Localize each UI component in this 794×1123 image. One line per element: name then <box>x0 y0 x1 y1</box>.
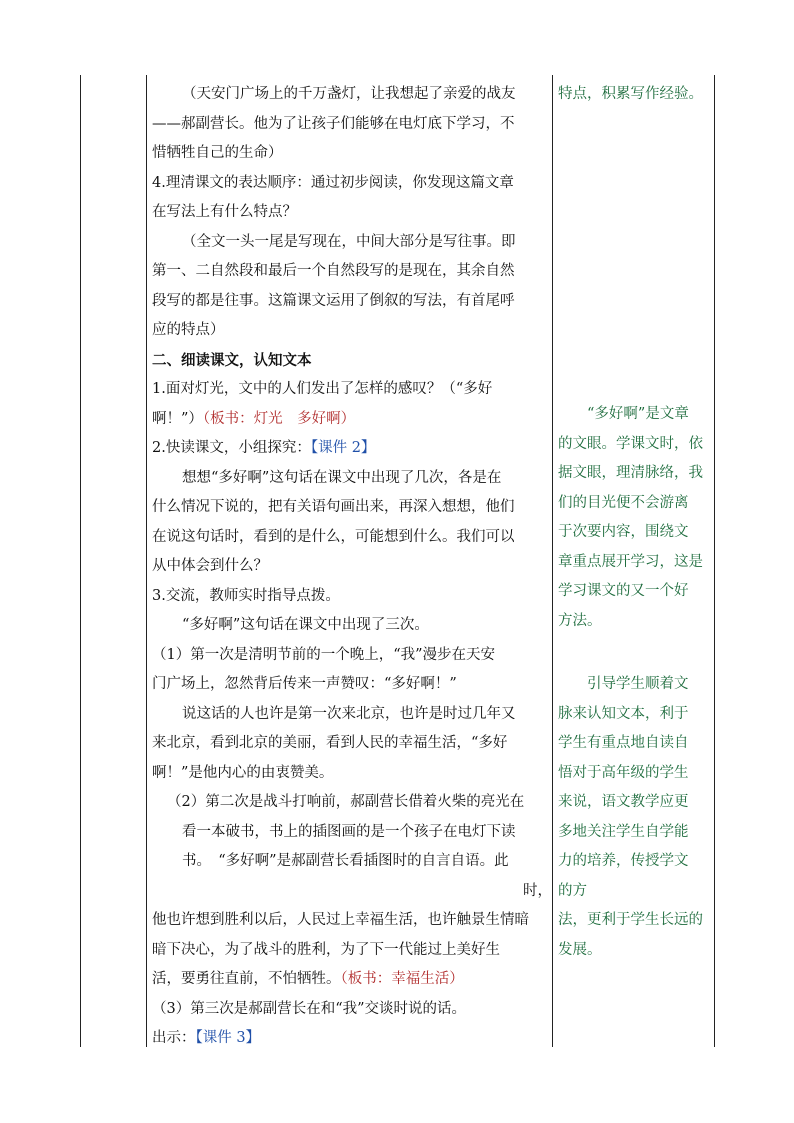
courseware-tag: 【课件 2】 <box>310 440 376 456</box>
text-line: 第一、二自然段和最后一个自然段写的是现在，其余自然 <box>152 263 515 279</box>
note-line: 们的目光便不会游离 <box>558 494 689 511</box>
text-line: （2）第二次是战斗打响前，郝副营长借着火柴的亮光在 <box>167 794 525 810</box>
note-line: 方法。 <box>558 612 602 629</box>
courseware-tag: 【课件 3】 <box>195 1030 261 1046</box>
note-line: 于次要内容，围绕文 <box>558 524 689 540</box>
text-line: 想想“多好啊”这句话在课文中出现了几次，各是在 <box>182 469 502 486</box>
text-line: 段写的都是往事。这篇课文运用了倒叙的写法，有首尾呼 <box>152 292 515 309</box>
blackboard-note: （板书：幸福生活） <box>340 971 464 987</box>
text-line: 在写法上有什么特点？ <box>152 204 297 220</box>
text-line: 来北京，看到北京的美丽，看到人民的幸福生活，“多好 <box>152 735 508 751</box>
note-line: 引导学生顺着文 <box>558 676 689 692</box>
note-line: 据文眼，理清脉络，我 <box>558 465 703 481</box>
text-line: 4.理清课文的表达顺序：通过初步阅读，你发现这篇文章 <box>152 174 514 191</box>
note-line: 力的培养，传授学文 <box>558 853 689 869</box>
text-line: 说这话的人也许是第一次来北京，也许是时过几年又 <box>182 705 516 722</box>
text-line <box>152 405 552 435</box>
note-line: 脉来认知文本，利于 <box>558 705 689 722</box>
lesson-process-column <box>152 80 552 1048</box>
text-line: 1.面对灯光，文中的人们发出了怎样的感叹？（“多好 <box>152 381 493 397</box>
text-line: 3.交流，教师实时指导点拨。 <box>152 587 340 604</box>
text-line: 门广场上，忽然背后传来一声赞叹：“多好啊！” <box>152 676 457 692</box>
text-line <box>152 1024 552 1048</box>
text-line: 书。 “多好啊”是郝副营长看插图时的自言自语。此 <box>182 853 509 869</box>
design-note <box>558 400 714 636</box>
text-span: 2.快读课文，小组探究： <box>152 440 311 456</box>
design-note <box>558 670 714 965</box>
table-left-border <box>80 75 81 1047</box>
note-line: “多好啊”是文章 <box>558 406 689 422</box>
text-line: “多好啊”这句话在课文中出现了三次。 <box>182 617 429 633</box>
text-span: 出示： <box>152 1030 196 1046</box>
note-line: 的方 <box>558 882 587 899</box>
note-line: 发展。 <box>558 941 602 958</box>
text-line: 他也许想到胜利以后，人民过上幸福生活，也许触景生情暗 <box>152 912 529 928</box>
table-column-divider-2 <box>552 75 553 1047</box>
note-line: 法，更利于学生长远的 <box>558 912 703 928</box>
text-line: （3）第三次是郝副营长在和“我”交谈时说的话。 <box>152 1000 467 1017</box>
note-line: 学生有重点地自读自 <box>558 735 689 751</box>
text-line: 惜牺牲自己的生命） <box>152 145 283 161</box>
text-line: ——郝副营长。他为了让孩子们能够在电灯底下学习，不 <box>152 115 515 132</box>
note-line: 章重点展开学习，这是 <box>558 553 703 570</box>
text-line: （天安门广场上的千万盏灯，让我想起了亲爱的战友 <box>182 86 516 102</box>
text-line: 时， <box>523 882 552 899</box>
text-line: 二、细读课文，认知文本 <box>152 351 312 369</box>
text-line: （1）第一次是清明节前的一个晚上，“我”漫步在天安 <box>152 646 496 663</box>
text-line: 应的特点） <box>152 322 225 338</box>
note-line: 悟对于高年级的学生 <box>558 764 689 781</box>
note-line: 来说，语文教学应更 <box>558 794 689 810</box>
design-note <box>558 80 714 110</box>
text-line: （全文一头一尾是写现在，中间大部分是写往事。即 <box>182 233 516 250</box>
table-column-divider-1 <box>146 75 147 1047</box>
text-line: 什么情况下说的，把有关语句画出来，再深入想想，他们 <box>152 499 515 515</box>
note-line: 学习课文的又一个好 <box>558 583 689 599</box>
text-line: 看一本破书，书上的插图画的是一个孩子在电灯下读 <box>182 823 516 840</box>
text-line <box>152 434 552 464</box>
text-span: 啊！”） <box>152 410 203 427</box>
table-right-border <box>714 75 715 1047</box>
text-line: 暗下决心，为了战斗的胜利，为了下一代能过上美好生 <box>152 941 500 958</box>
text-line <box>152 965 552 995</box>
text-span: 活，要勇往直前，不怕牺牲。 <box>152 971 341 987</box>
note-line: 的文眼。学课文时，依 <box>558 435 703 452</box>
text-line: 啊！”是他内心的由衷赞美。 <box>152 764 334 781</box>
note-line: 特点，积累写作经验。 <box>558 86 703 102</box>
blackboard-note: （板书：灯光 多好啊） <box>202 410 356 427</box>
text-line: 从中体会到什么？ <box>152 558 268 574</box>
text-line: 在说这句话时，看到的是什么，可能想到什么。我们可以 <box>152 528 515 545</box>
note-line: 多地关注学生自学能 <box>558 823 689 840</box>
